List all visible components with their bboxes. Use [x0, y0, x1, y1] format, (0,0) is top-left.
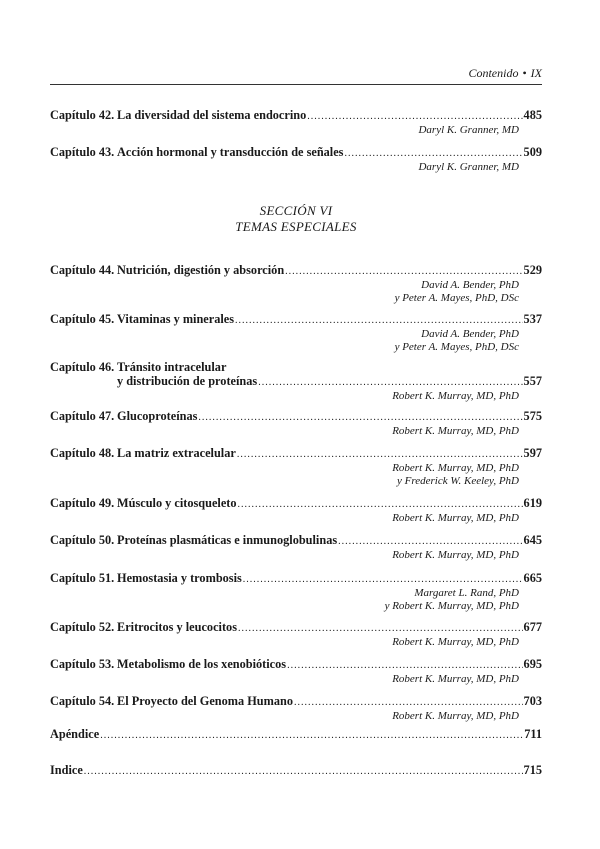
entry-title: Apéndice	[50, 727, 100, 741]
leader-dots	[235, 314, 523, 328]
chapter-title: Hemostasia y trombosis	[117, 571, 242, 585]
leader-dots	[238, 622, 523, 636]
toc-entry-index[interactable]	[50, 763, 542, 779]
author: Robert K. Murray, MD, PhD	[392, 710, 519, 722]
chapter-authors	[50, 587, 542, 613]
toc-entry[interactable]	[50, 263, 542, 305]
page-number: 557	[523, 374, 542, 388]
chapter-title: La diversidad del sistema endocrino	[117, 108, 307, 122]
leader-dots	[258, 376, 522, 390]
page-number: 703	[523, 694, 542, 708]
chapter-authors	[50, 636, 542, 649]
leader-dots	[344, 147, 522, 161]
toc-entry[interactable]	[50, 145, 542, 174]
page-number: 695	[523, 657, 542, 671]
chapter-authors	[50, 710, 542, 723]
chapter-number: Capítulo 46.	[50, 360, 115, 374]
chapter-title: El Proyecto del Genoma Humano	[117, 694, 294, 708]
page-number: 619	[523, 496, 542, 510]
chapter-authors	[50, 512, 542, 525]
author: Robert K. Murray, MD, PhD	[392, 425, 519, 437]
leader-dots	[285, 265, 522, 279]
chapter-title: Glucoproteínas	[117, 409, 198, 423]
author: y Frederick W. Keeley, PhD	[397, 475, 519, 487]
header-rule	[50, 84, 542, 85]
section-heading	[50, 203, 542, 235]
chapter-number: Capítulo 48.	[50, 446, 115, 460]
toc-entry[interactable]	[50, 496, 542, 525]
author: Robert K. Murray, MD, PhD	[392, 636, 519, 648]
toc-entry[interactable]	[50, 446, 542, 488]
page-number: 529	[523, 263, 542, 277]
toc-entry[interactable]	[50, 571, 542, 613]
chapter-authors	[50, 161, 542, 174]
chapter-number: Capítulo 44.	[50, 263, 115, 277]
author: David A. Bender, PhD	[421, 328, 519, 340]
page-number: 597	[523, 446, 542, 460]
page-number: 665	[523, 571, 542, 585]
header-page-number: IX	[530, 66, 542, 80]
chapter-title: Tránsito intracelular	[117, 360, 227, 374]
page-number: 575	[523, 409, 542, 423]
leader-dots	[237, 448, 523, 462]
author: Robert K. Murray, MD, PhD	[392, 673, 519, 685]
chapter-authors	[50, 328, 542, 354]
leader-dots	[307, 110, 522, 124]
page-number: 645	[523, 533, 542, 547]
chapter-title: Eritrocitos y leucocitos	[117, 620, 237, 634]
chapter-title: La matriz extracelular	[117, 446, 236, 460]
toc-entry[interactable]	[50, 694, 542, 723]
author: Robert K. Murray, MD, PhD	[392, 512, 519, 524]
toc-entry[interactable]	[50, 620, 542, 649]
chapter-authors	[50, 462, 542, 488]
chapter-number: Capítulo 53.	[50, 657, 115, 671]
chapter-title: Vitaminas y minerales	[117, 312, 235, 326]
toc-entry[interactable]	[50, 657, 542, 686]
chapter-authors	[50, 124, 542, 137]
leader-dots	[243, 573, 523, 587]
chapter-number: Capítulo 50.	[50, 533, 115, 547]
chapter-title: Músculo y citosqueleto	[117, 496, 237, 510]
toc-entry[interactable]	[50, 312, 542, 354]
author: Robert K. Murray, MD, PhD	[392, 390, 519, 402]
chapter-authors	[50, 390, 542, 403]
chapter-number: Capítulo 45.	[50, 312, 115, 326]
section-title: TEMAS ESPECIALES	[235, 219, 357, 234]
leader-dots	[294, 696, 523, 710]
chapter-number: Capítulo 52.	[50, 620, 115, 634]
chapter-authors	[50, 425, 542, 438]
chapter-authors	[50, 549, 542, 562]
author: y Peter A. Mayes, PhD, DSc	[394, 292, 519, 304]
section-number: SECCIÓN VI	[259, 203, 333, 218]
chapter-authors	[50, 673, 542, 686]
chapter-number: Capítulo 54.	[50, 694, 115, 708]
toc-entry[interactable]	[50, 533, 542, 562]
author: Margaret L. Rand, PhD	[414, 587, 519, 599]
leader-dots	[198, 411, 522, 425]
author: David A. Bender, PhD	[421, 279, 519, 291]
page-number: 509	[523, 145, 542, 159]
chapter-number: Capítulo 47.	[50, 409, 115, 423]
leader-dots	[100, 729, 523, 743]
chapter-number: Capítulo 51.	[50, 571, 115, 585]
chapter-authors	[50, 279, 542, 305]
toc-entry[interactable]	[50, 108, 542, 137]
leader-dots	[84, 765, 523, 779]
toc-entry[interactable]	[50, 409, 542, 438]
author: Robert K. Murray, MD, PhD	[392, 549, 519, 561]
leader-dots	[287, 659, 522, 673]
leader-dots	[238, 498, 523, 512]
chapter-title: Metabolismo de los xenobióticos	[117, 657, 287, 671]
author: Daryl K. Granner, MD	[418, 124, 519, 136]
chapter-title: Acción hormonal y transducción de señales	[117, 145, 344, 159]
chapter-number: Capítulo 43.	[50, 145, 115, 159]
page-number: 711	[524, 727, 542, 741]
author: y Robert K. Murray, MD, PhD	[384, 600, 519, 612]
chapter-title-continued: y distribución de proteínas	[117, 374, 258, 388]
running-header	[50, 66, 542, 81]
leader-dots	[338, 535, 522, 549]
toc-entry[interactable]	[50, 360, 542, 403]
author: Robert K. Murray, MD, PhD	[392, 462, 519, 474]
author: Daryl K. Granner, MD	[418, 161, 519, 173]
chapter-number: Capítulo 42.	[50, 108, 115, 122]
header-title: Contenido	[468, 66, 519, 80]
entry-title: Indice	[50, 763, 83, 777]
page-number: 677	[523, 620, 542, 634]
page-number: 715	[523, 763, 542, 777]
chapter-title: Nutrición, digestión y absorción	[117, 263, 285, 277]
toc-entry-appendix[interactable]	[50, 727, 542, 743]
author: y Peter A. Mayes, PhD, DSc	[394, 341, 519, 353]
header-separator: •	[522, 66, 527, 80]
chapter-title: Proteínas plasmáticas e inmunoglobulinas	[117, 533, 338, 547]
page-number: 485	[523, 108, 542, 122]
chapter-number: Capítulo 49.	[50, 496, 115, 510]
page-number: 537	[523, 312, 542, 326]
